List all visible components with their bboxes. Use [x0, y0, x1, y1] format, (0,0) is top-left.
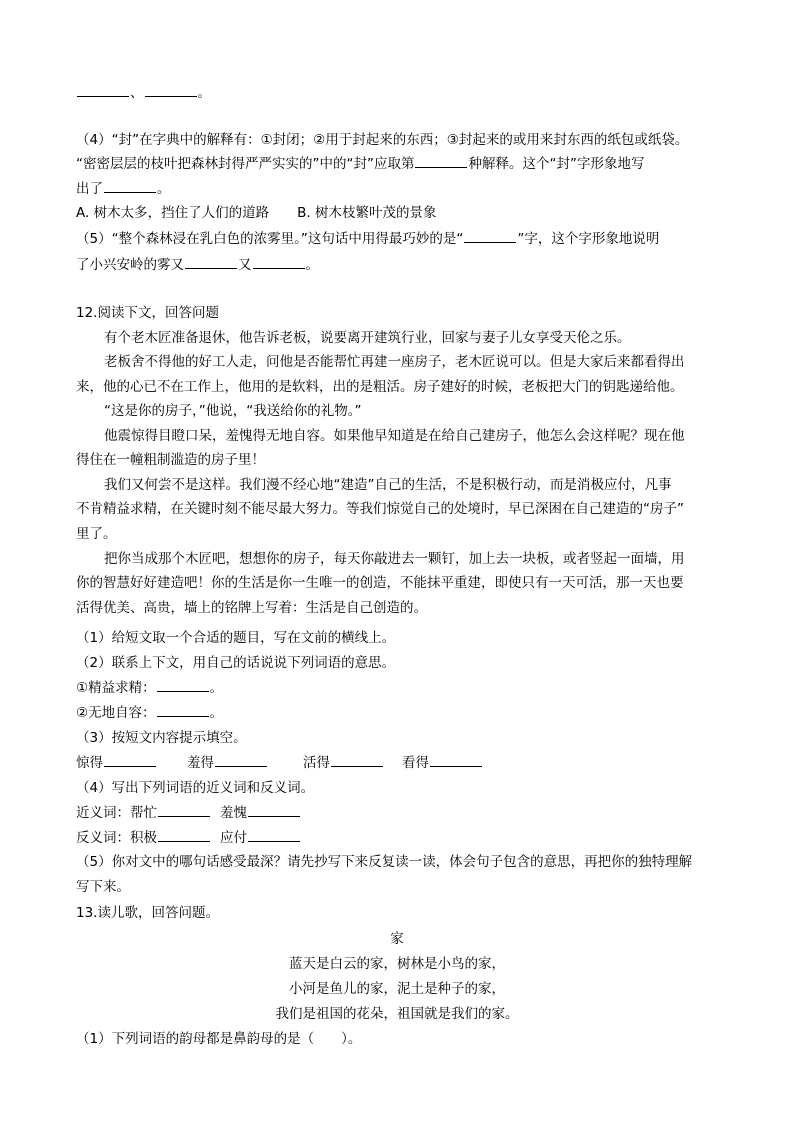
text: 。 — [209, 705, 224, 721]
text: “密密层层的枝叶把森林封得严严实实的”中的“封”应取第 — [76, 156, 415, 172]
paragraph-cont: 你的智慧好好建造吧！你的生活是你一生唯一的创造，不能抹平重建，即使只有一天可活，那一天也要 — [76, 575, 684, 591]
q12-title: 12.阅读下文，回答问题 — [76, 305, 219, 321]
blank[interactable] — [248, 804, 300, 817]
period: 。 — [197, 85, 211, 101]
text: 了小兴安岭的雾又 — [76, 257, 184, 273]
paragraph: “这是你的房子，”他说，“我送给你的礼物。” — [104, 403, 362, 419]
paragraph-cont: 里了。 — [76, 526, 117, 542]
paragraph-cont: 得住在一幢粗制滥造的房子里！ — [76, 452, 265, 468]
text: ①精益求精： — [76, 680, 156, 696]
paragraph: 把你当成那个木匠吧，想想你的房子，每天你敲进去一颗钉，加上去一块板，或者竖起一面墙，用 — [104, 551, 685, 567]
poem-line: 蓝天是白云的家，树林是小鸟的家， — [289, 956, 505, 972]
answer-line-top — [76, 84, 211, 102]
poem-title: 家 — [390, 931, 404, 947]
q12-sub2: （2）联系上下文，用自己的话说说下列词语的意思。 — [76, 655, 396, 671]
paragraph: 他震惊得目瞪口呆，羞愧得无地自容。如果他早知道是在给自己建房子，他怎么会这样呢？现在他 — [104, 428, 685, 444]
fill-item: 活得 — [303, 754, 384, 772]
option-b[interactable]: B. 树木枝繁叶茂的景象 — [297, 205, 437, 221]
blank[interactable] — [253, 256, 305, 269]
blank[interactable] — [248, 829, 300, 842]
paragraph: 老板舍不得他的好工人走，问他是否能帮忙再建一座房子，老木匠说可以。但是大家后来都看得出 — [104, 354, 685, 370]
paragraph-cont: 不肯精益求精，在关键时刻不能尽最大努力。等我们惊觉自己的处境时，早已深困在自己建造的“房子” — [76, 501, 684, 517]
q12-sub2a — [76, 679, 223, 697]
text: 种解释。这个“封”字形象地写 — [468, 156, 645, 172]
blank[interactable] — [185, 256, 237, 269]
blank[interactable] — [104, 180, 156, 193]
q4-line3 — [76, 180, 171, 198]
blank[interactable] — [415, 155, 467, 168]
q12-sub5: （5）你对文中的哪句话感受最深？请先抄写下来反复读一读，体会句子包含的意思，再把你的独特理解 — [76, 854, 693, 870]
text: 出了 — [76, 181, 103, 197]
text: 又 — [238, 257, 252, 273]
q5-line2 — [76, 256, 319, 274]
text: 。 — [209, 680, 224, 696]
q12-sub3: （3）按短文内容提示填空。 — [76, 730, 247, 746]
blank[interactable] — [157, 679, 209, 692]
text: ②无地自容： — [76, 705, 156, 721]
q5-line1 — [76, 230, 659, 248]
q12-sub1: （1）给短文取一个合适的题目，写在文前的横线上。 — [76, 630, 396, 646]
paragraph-cont: 活得优美、高贵，墙上的铭牌上写着：生活是自己创造的。 — [76, 600, 427, 616]
fill-item: 近义词：帮忙 — [76, 804, 211, 822]
text: 。 — [157, 181, 171, 197]
q12-sub5-cont: 写下来。 — [76, 879, 130, 895]
blank[interactable] — [430, 754, 482, 767]
blank[interactable] — [464, 230, 516, 243]
blank[interactable] — [158, 804, 210, 817]
blank[interactable] — [104, 754, 156, 767]
blank[interactable] — [157, 704, 209, 717]
fill-item: 羞得 — [187, 754, 268, 772]
q12-sub2b — [76, 704, 223, 722]
blank[interactable] — [215, 754, 267, 767]
paragraph: 我们又何尝不是这样。我们漫不经心地“建造”自己的生活，不是积极行动，而是消极应付，凡事 — [104, 477, 672, 493]
q13-sub1: （1）下列词语的韵母都是鼻韵母的是（ ）。 — [76, 1031, 362, 1047]
blank[interactable] — [331, 754, 383, 767]
paragraph-cont: 来，他的心已不在工作上，他用的是软料，出的是粗活。房子建好的时候，老板把大门的钥匙递给他。 — [76, 379, 684, 395]
q4-line1: （4）“封”在字典中的解释有：①封闭；②用于封起来的东西；③封起来的或用来封东西的纸包或纸袋。 — [76, 132, 689, 148]
fill-item: 惊得 — [76, 754, 157, 772]
separator: 、 — [130, 85, 144, 101]
fill-item: 看得 — [402, 754, 483, 772]
poem-line: 小河是鱼儿的家，泥土是种子的家， — [289, 981, 505, 997]
q4-line2 — [76, 155, 644, 173]
blank[interactable] — [145, 84, 197, 97]
text: （5）“整个森林浸在乳白色的浓雾里。”这句话中用得最巧妙的是“ — [76, 231, 464, 247]
q12-sub4: （4）写出下列词语的近义词和反义词。 — [76, 780, 315, 796]
fill-item: 羞愧 — [220, 804, 301, 822]
q4-options — [76, 204, 436, 222]
fill-item: 应付 — [220, 829, 301, 847]
blank[interactable] — [77, 84, 129, 97]
poem-line: 我们是祖国的花朵，祖国就是我们的家。 — [275, 1006, 519, 1022]
text: ”字，这个字形象地说明 — [517, 231, 660, 247]
blank[interactable] — [158, 829, 210, 842]
fill-item: 反义词：积极 — [76, 829, 211, 847]
paragraph: 有个老木匠准备退休，他告诉老板，说要离开建筑行业，回家与妻子儿女享受天伦之乐。 — [104, 330, 631, 346]
option-a[interactable]: A. 树木太多，挡住了人们的道路 — [76, 205, 270, 221]
text: 。 — [305, 257, 319, 273]
q13-title: 13.读儿歌，回答问题。 — [76, 905, 219, 921]
